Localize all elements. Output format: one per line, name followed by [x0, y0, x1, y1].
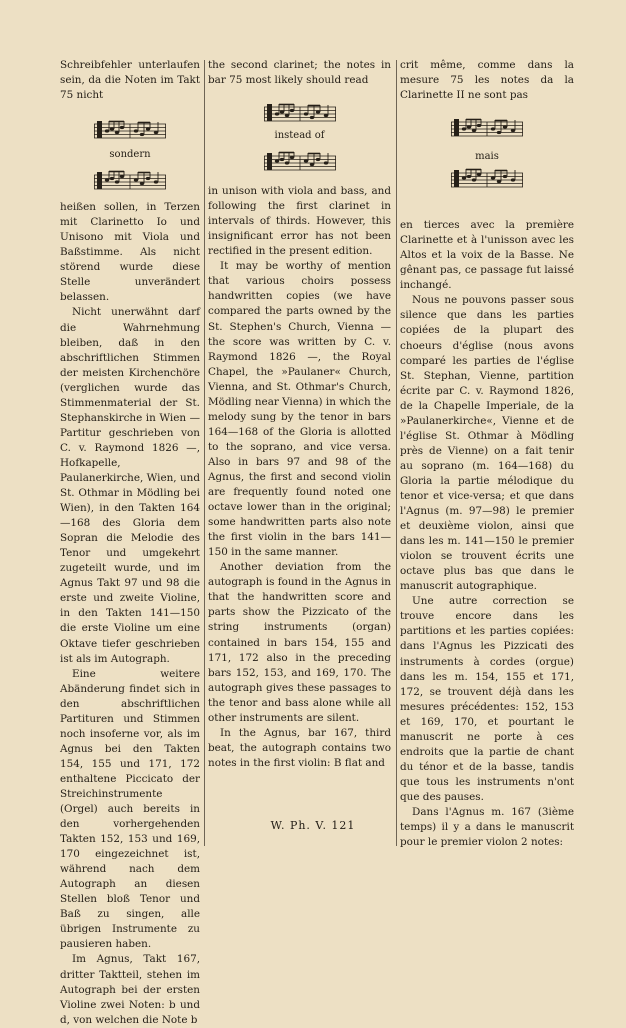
german-column	[60, 58, 200, 1028]
german-paragraph-3: Eine weitere Abänderung findet sich in den abschriftlichen Partituren und Stimmen noch insoferne vor, als im Agnus bei den Takten 154, 155 und 171, 172 enthaltene Piccicato der Streichinstrumente (Orgel) auch bereits in den vorhergehenden Takten 152, 153 und 169, 170 eingezeichnet ist, während nach dem Autograph an diesen Stellen bloß Tenor und Baß zu singen, alle übrigen Instrumente zu pausieren haben.	[60, 667, 200, 951]
page-footer: W. Ph. V. 121	[270, 819, 356, 832]
french-paragraph-1: en tierces avec la première Clarinette et à l'unisson avec les Altos et la voix de la Basse. Ne gênant pas, ce passage fut laissé inchangé.	[400, 219, 574, 292]
french-paragraph-2: Nous ne pouvons passer sous silence que dans les parties copiées de la plupart des choeurs d'église (nous avons comparé les parties de l'église St. Stephan, Vienne, partition écrite par C. v. Raymond 1826, de la Chapelle Imperiale, de la »Paulanerkirche«, Vienne et de l'église St. Othmar à Mödling près de Vienne) on a fait tenir au soprano (m. 164—168) du Gloria la partie mélodique du tenor et vice-versa; et que dans l'Agnus (m. 97—98) le premier et deuxième violon, ainsi que dans les m. 141—150 le premier violon se trouvent écrits une octave plus bas que dans le manuscrit autographique.	[400, 294, 574, 593]
english-paragraph-4: In the Agnus, bar 167, third beat, the autograph contains two notes in the first violin: B flat and	[208, 726, 391, 769]
german-paragraph-2: Nicht unerwähnt darf die Wahrnehmung bleiben, daß in den abschriftlichen Stimmen der meisten Kirchenchöre (verglichen wurde das Stimmenmaterial der St. Stephanskirche in Wien — Partitur geschrieben von C. v. Raymond 1826 —, Hofkapelle, Paulanerkirche, Wien, und St. Othmar in Mödling bei Wien), in den Takten 164—168 des Gloria dem Sopran die Melodie des Tenor und umgekehrt zugeteilt wurde, und im Agnus Takt 97 und 98 die erste und zweite Violine, in den Takten 141—150 die erste Violine um eine Oktave tiefer geschrieben ist als im Autograph.	[60, 306, 200, 665]
music-example	[264, 102, 336, 124]
example-caption: mais	[475, 151, 499, 163]
english-paragraph-2: It may be worthy of mention that various choirs possess handwritten copies (we have compared the parts owned by the St. Stephen's Church, Vienna — the score was written by C. v. Raymond 1826 —, the Royal Chapel, the »Paulaner« Church, Vienna, and St. Othmar's Church, Mödling near Vienna) in which the melody sung by the tenor in bars 164—168 of the Gloria is allotted to the soprano, and vice versa. Also in bars 97 and 98 of the Agnus, the first and second violin are frequently found noted one octave lower than in the original; some handwritten parts also note the first violin in the bars 141—150 in the same manner.	[208, 260, 391, 559]
french-column	[400, 58, 574, 850]
german-paragraph-4: Im Agnus, Takt 167, dritter Taktteil, stehen im Autograph bei der ersten Violine zwei Noten: b und d, von welchen die Note b	[60, 953, 200, 1026]
german-paragraph-1: heißen sollen, in Terzen mit Clarinetto Io und Unisono mit Viola und Baßstimme. Als nicht störend wurde diese Stelle unverändert belassen.	[60, 201, 200, 304]
german-intro: Schreibfehler unterlaufen sein, da die Noten im Takt 75 nicht	[60, 59, 200, 102]
example-caption: sondern	[109, 149, 151, 161]
music-example	[94, 119, 166, 141]
example-caption: instead of	[274, 130, 325, 142]
music-example	[451, 168, 523, 190]
music-example	[451, 117, 523, 139]
english-intro: the second clarinet; the notes in bar 75 most likely should read	[208, 59, 391, 87]
english-column	[208, 58, 391, 771]
music-example	[264, 151, 336, 173]
english-paragraph-3: Another deviation from the autograph is found in the Agnus in that the handwritten score and parts show the Pizzicato of the string instruments (organ) contained in bars 154, 155 and 171, 172 also in the preceding bars 152, 153, and 169, 170. The autograph gives these passages to the tenor and bass alone while all other instruments are silent.	[208, 561, 392, 724]
column-divider	[396, 60, 397, 846]
music-example	[94, 170, 166, 192]
column-divider	[204, 60, 205, 846]
french-paragraph-4: Dans l'Agnus m. 167 (3ième temps) il y a dans le manuscrit pour le premier violon 2 notes:	[400, 805, 574, 849]
english-paragraph-1: in unison with viola and bass, and following the first clarinet in intervals of thirds. However, this insignificant error has not been rectified in the present edition.	[208, 185, 391, 258]
french-paragraph-3: Une autre correction se trouve encore dans les partitions et les parties copiées: dans l'Agnus les Pizzicati des instruments à cordes (orgue) dans les m. 154, 155 et 171, 172, se trouvent déjà dans les mesures précédentes: 152, 153 et 169, 170, et pourtant le manuscrit ne porte à ces endroits que la partie de chant du ténor et de la basse, tandis que tous les instruments n'ont que des pauses.	[400, 595, 574, 803]
french-intro: crit même, comme dans la mesure 75 les notes da la Clarinette II ne sont pas	[400, 59, 574, 102]
